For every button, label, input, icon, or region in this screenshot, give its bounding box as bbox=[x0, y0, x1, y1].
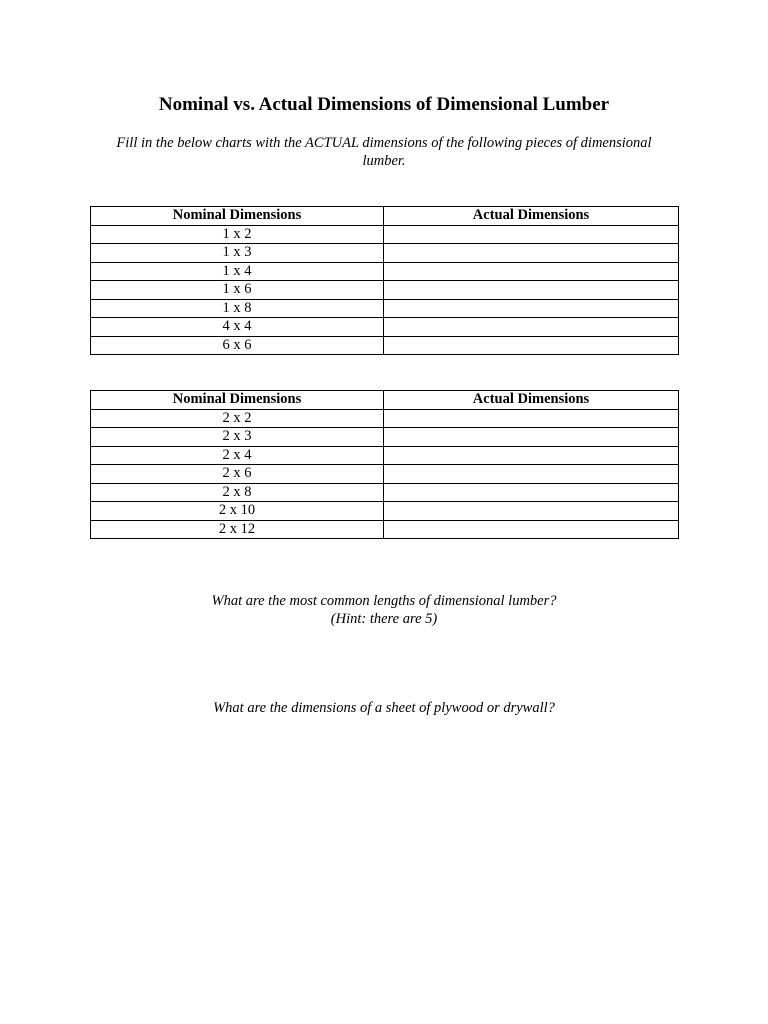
nominal-cell: 2 x 3 bbox=[91, 428, 384, 447]
table-row bbox=[91, 299, 679, 318]
actual-cell[interactable] bbox=[384, 262, 679, 281]
actual-cell[interactable] bbox=[384, 428, 679, 447]
actual-cell[interactable] bbox=[384, 483, 679, 502]
question-plywood-dimensions bbox=[96, 699, 672, 717]
nominal-cell: 1 x 4 bbox=[91, 262, 384, 281]
table-header-row bbox=[91, 391, 679, 410]
table-row bbox=[91, 244, 679, 263]
question-hint: (Hint: there are 5) bbox=[330, 611, 438, 627]
lumber-table-1 bbox=[90, 206, 679, 355]
table-row bbox=[91, 446, 679, 465]
actual-dimensions-header: Actual Dimensions bbox=[384, 207, 679, 226]
nominal-cell: 2 x 8 bbox=[91, 483, 384, 502]
table-row bbox=[91, 318, 679, 337]
table-row bbox=[91, 483, 679, 502]
nominal-cell: 4 x 4 bbox=[91, 318, 384, 337]
nominal-cell: 1 x 8 bbox=[91, 299, 384, 318]
table-row bbox=[91, 520, 679, 539]
question-text: What are the dimensions of a sheet of plywood or drywall? bbox=[213, 700, 555, 716]
table-row bbox=[91, 262, 679, 281]
table-row bbox=[91, 225, 679, 244]
table-row bbox=[91, 281, 679, 300]
table-row bbox=[91, 336, 679, 355]
actual-cell[interactable] bbox=[384, 299, 679, 318]
actual-cell[interactable] bbox=[384, 318, 679, 337]
actual-dimensions-header: Actual Dimensions bbox=[384, 391, 679, 410]
nominal-cell: 1 x 3 bbox=[91, 244, 384, 263]
actual-cell[interactable] bbox=[384, 281, 679, 300]
nominal-cell: 6 x 6 bbox=[91, 336, 384, 355]
actual-cell[interactable] bbox=[384, 465, 679, 484]
actual-cell[interactable] bbox=[384, 409, 679, 428]
question-common-lengths bbox=[96, 592, 672, 628]
nominal-dimensions-header: Nominal Dimensions bbox=[91, 207, 384, 226]
actual-cell[interactable] bbox=[384, 336, 679, 355]
nominal-cell: 2 x 12 bbox=[91, 520, 384, 539]
instructions-text: Fill in the below charts with the ACTUAL dimensions of the following pieces of dimensional lumber. bbox=[116, 135, 652, 169]
page-title: Nominal vs. Actual Dimensions of Dimensional Lumber bbox=[158, 94, 610, 115]
actual-cell[interactable] bbox=[384, 225, 679, 244]
nominal-cell: 1 x 6 bbox=[91, 281, 384, 300]
table-row bbox=[91, 502, 679, 521]
nominal-dimensions-header: Nominal Dimensions bbox=[91, 391, 384, 410]
lumber-table-2 bbox=[90, 390, 679, 539]
nominal-cell: 2 x 10 bbox=[91, 502, 384, 521]
table-row bbox=[91, 465, 679, 484]
nominal-cell: 1 x 2 bbox=[91, 225, 384, 244]
nominal-cell: 2 x 6 bbox=[91, 465, 384, 484]
table-header-row bbox=[91, 207, 679, 226]
question-text: What are the most common lengths of dimensional lumber? bbox=[211, 593, 557, 609]
actual-cell[interactable] bbox=[384, 244, 679, 263]
actual-cell[interactable] bbox=[384, 502, 679, 521]
table-row bbox=[91, 409, 679, 428]
actual-cell[interactable] bbox=[384, 520, 679, 539]
actual-cell[interactable] bbox=[384, 446, 679, 465]
nominal-cell: 2 x 4 bbox=[91, 446, 384, 465]
nominal-cell: 2 x 2 bbox=[91, 409, 384, 428]
table-row bbox=[91, 428, 679, 447]
